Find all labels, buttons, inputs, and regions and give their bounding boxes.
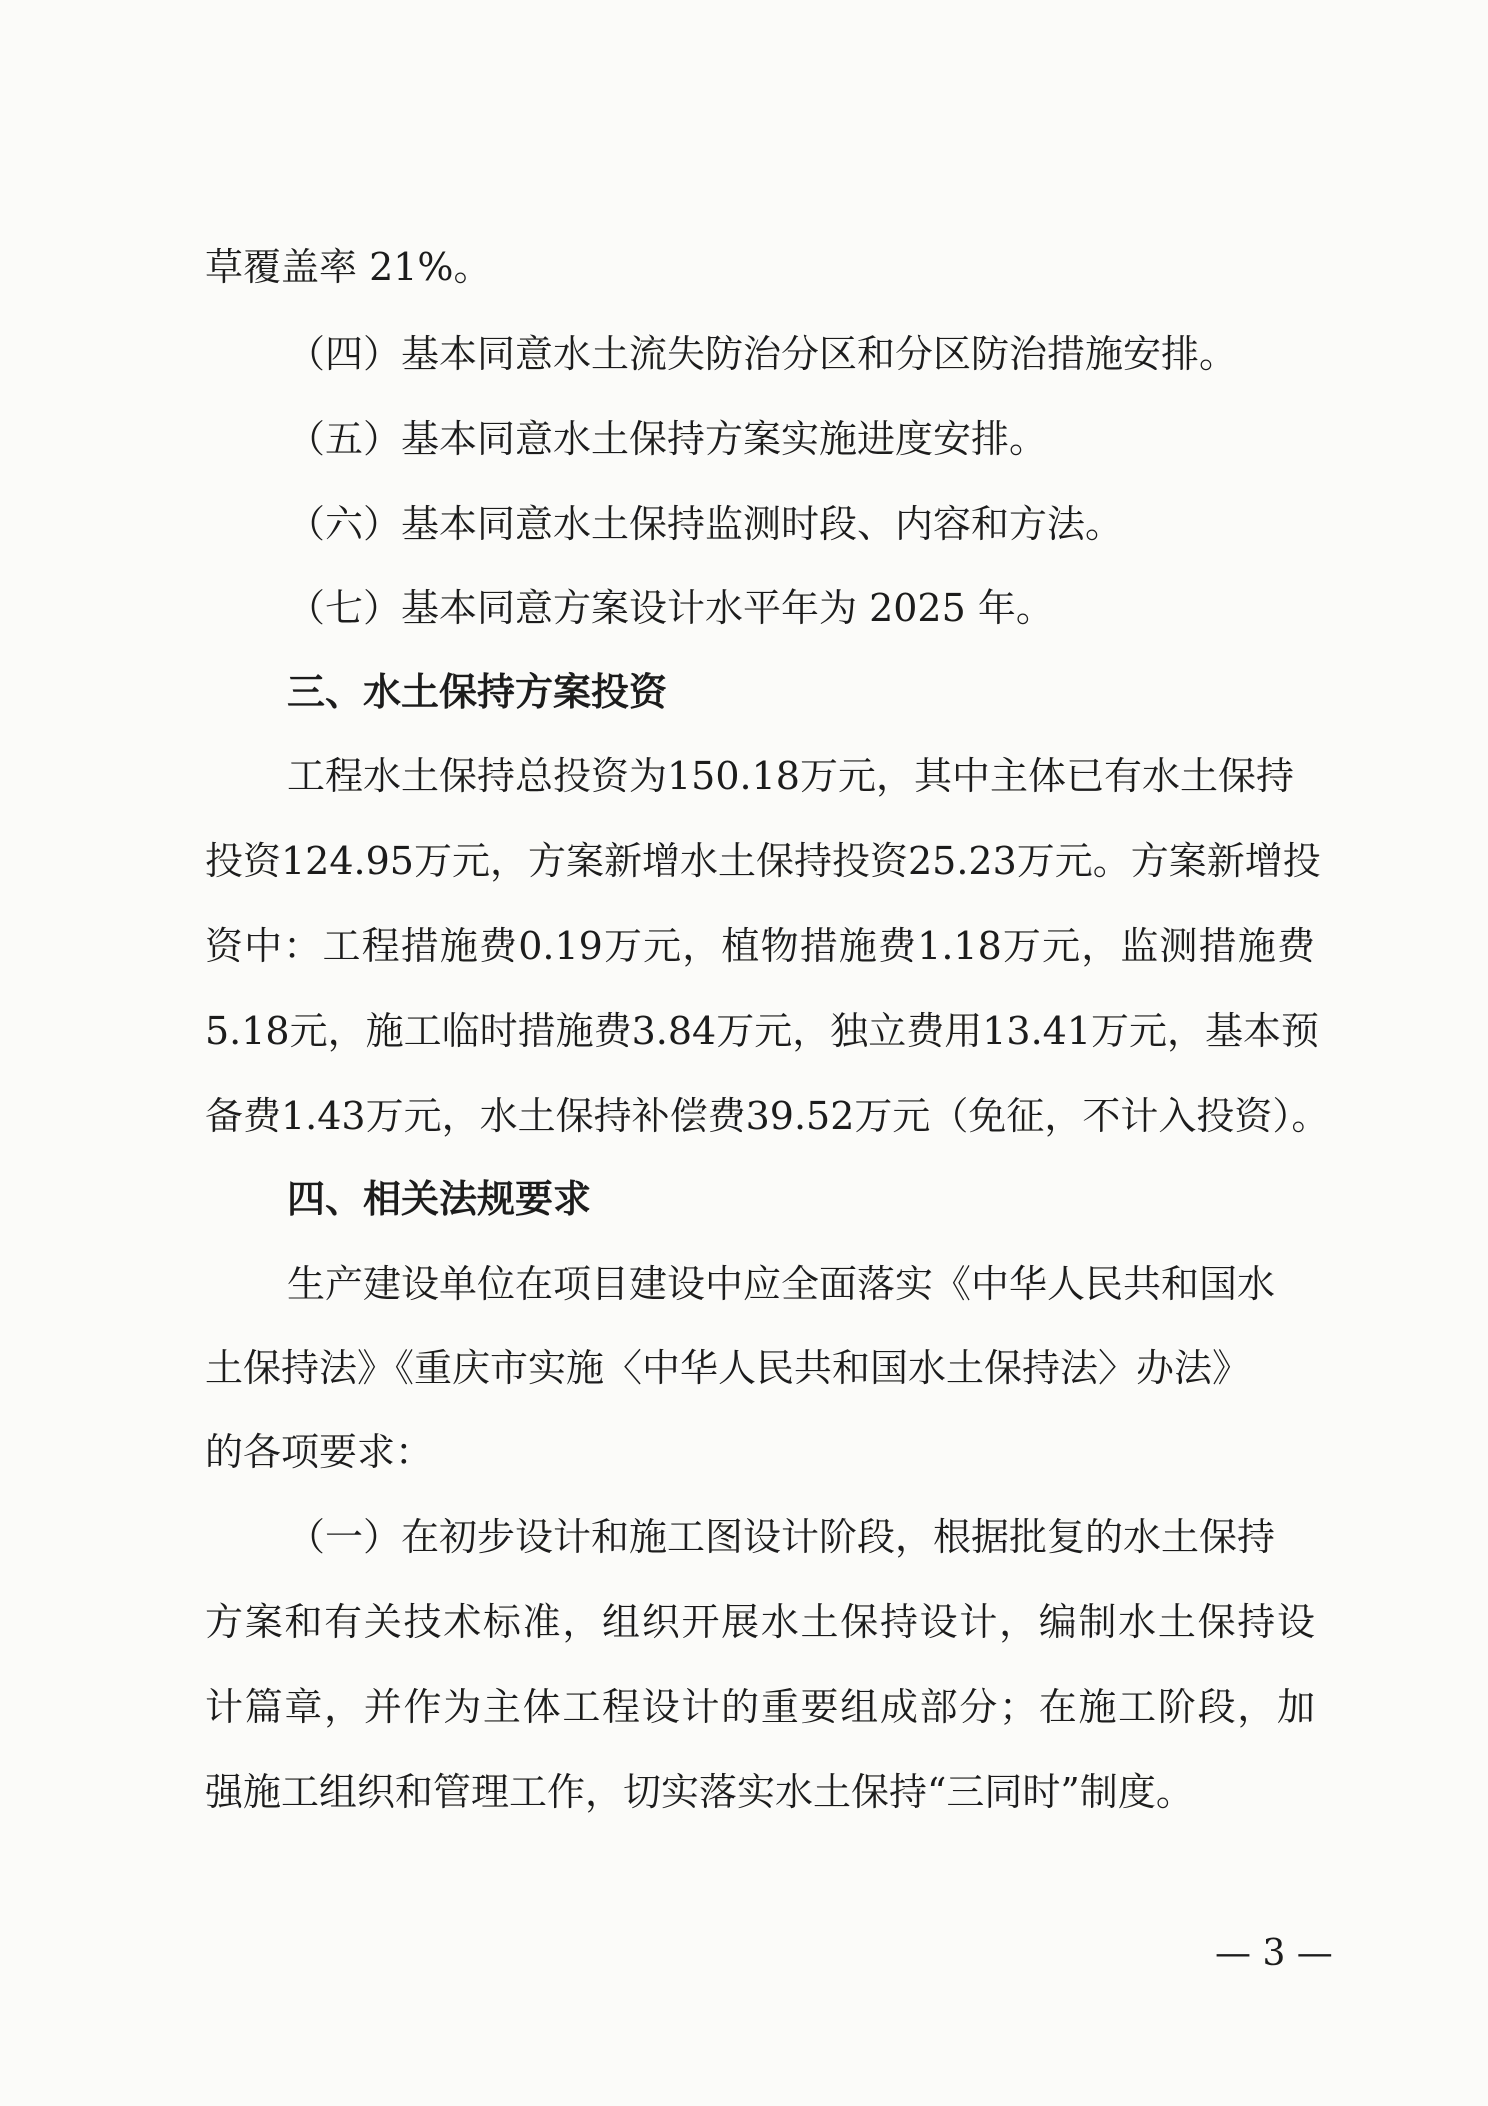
investment-paragraph-line-1: 工程水土保持总投资为150.18万元，其中主体已有水土保持 [287,754,1294,798]
investment-paragraph-line-5: 备费1.43万元，水土保持补偿费39.52万元（免征，不计入投资）。 [205,1094,1330,1138]
item-seven-design-year: （七）基本同意方案设计水平年为 2025 年。 [287,586,1054,630]
investment-paragraph-line-4: 5.18元，施工临时措施费3.84万元，独立费用13.41万元，基本预 [205,1009,1320,1053]
requirement-one-line-1: （一）在初步设计和施工图设计阶段，根据批复的水土保持 [287,1515,1276,1559]
requirement-one-line-4: 强施工组织和管理工作，切实落实水土保持“三同时”制度。 [205,1770,1194,1814]
page-number: — 3 — [1215,1933,1333,1974]
investment-paragraph-line-3: 资中：工程措施费0.19万元，植物措施费1.18万元，监测措施费 [205,924,1315,968]
investment-paragraph-line-2: 投资124.95万元，方案新增水土保持投资25.23万元。方案新增投 [205,839,1321,883]
text-line-coverage-rate: 草覆盖率 21%。 [205,245,492,289]
regulations-paragraph-line-1: 生产建设单位在项目建设中应全面落实《中华人民共和国水 [287,1262,1276,1306]
requirement-one-line-3: 计篇章，并作为主体工程设计的重要组成部分；在施工阶段，加 [205,1685,1315,1729]
requirement-one-line-2: 方案和有关技术标准，组织开展水土保持设计，编制水土保持设 [205,1600,1315,1644]
item-five-schedule: （五）基本同意水土保持方案实施进度安排。 [287,417,1048,461]
section-heading-regulations: 四、相关法规要求 [287,1177,592,1221]
regulations-paragraph-line-3: 的各项要求： [205,1430,434,1474]
item-six-monitoring: （六）基本同意水土保持监测时段、内容和方法。 [287,502,1124,546]
item-four-zoning: （四）基本同意水土流失防治分区和分区防治措施安排。 [287,332,1238,376]
section-heading-investment: 三、水土保持方案投资 [287,670,668,714]
regulations-paragraph-line-2: 土保持法》《重庆市实施〈中华人民共和国水土保持法〉办法》 [205,1346,1251,1390]
